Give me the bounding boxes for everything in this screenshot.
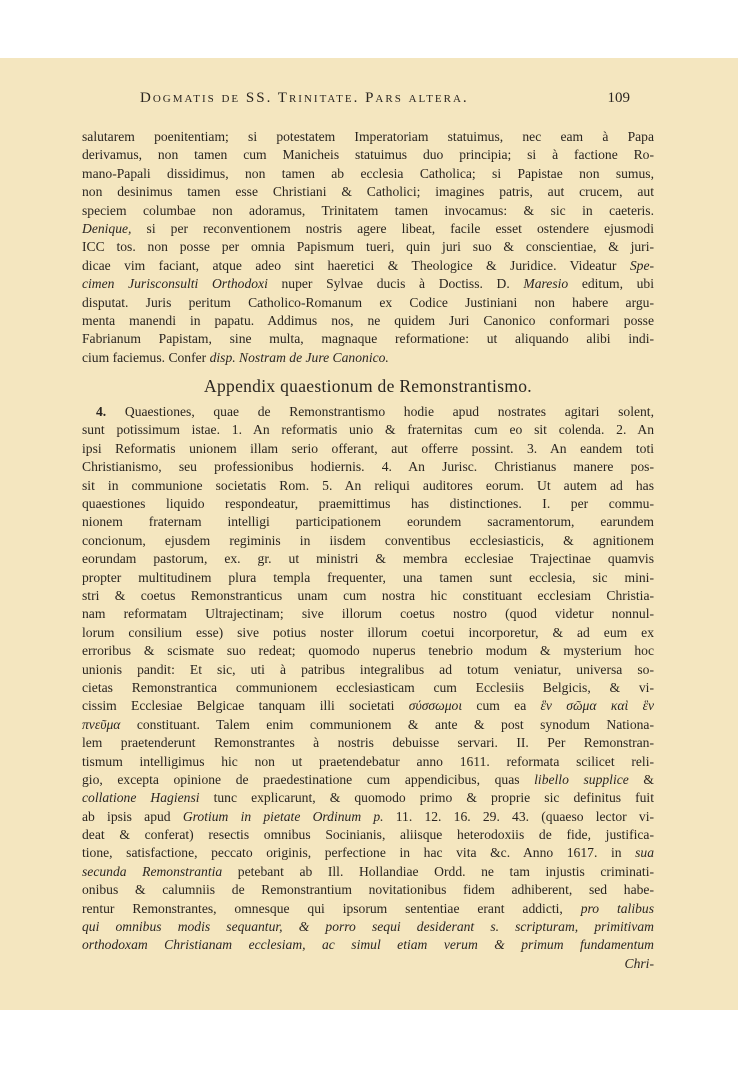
text-run: rentur Remonstrantes, omnesque qui ipsorum sententiae erant addicti,	[82, 900, 581, 916]
italic-text: disp. Nostram de Jure Canonico.	[209, 349, 389, 365]
paragraph-number: 4.	[96, 404, 107, 420]
running-header	[110, 90, 630, 110]
text-line	[82, 918, 654, 936]
text-line	[82, 257, 654, 275]
text-line: onibus & calumniis de Remonstrantium novitationibus fidem adhiberent, sed habe-	[82, 882, 654, 898]
italic-text: collatione Hagiensi	[82, 790, 200, 806]
text-line: nionem fraternam intelligi participationem eorundem sacramentorum, earundem	[82, 514, 654, 530]
text-line: sit in communione societatis Rom. 5. An reliqui auditores eorum. Ut autem ad has	[82, 477, 654, 493]
italic-text: Spe-	[629, 257, 654, 273]
text-line: nam reformatam Ultrajectinam; sive illorum coetus nostro (quod videtur nonnul-	[82, 606, 654, 622]
paragraph-continuation	[82, 128, 654, 367]
text-line: quaestiones liquido respondeatur, praemittimus has distinctiones. I. per commu-	[82, 496, 654, 512]
text-line	[82, 771, 654, 789]
text-line	[82, 275, 654, 293]
italic-text: Maresio	[523, 276, 569, 292]
text-line: cietas Remonstrantica communionem ecclesiasticam cum Ecclesiis Belgicis, & vi-	[82, 679, 654, 695]
text-run: petebant ab Ill. Hollandiae Ordd. ne tam injustis criminati-	[222, 863, 654, 879]
text-run: cium faciemus. Confer	[82, 349, 210, 365]
italic-text: orthodoxam Christianam ecclesiam, ac simul etiam verum & primum fundamentum	[82, 937, 654, 953]
text-run: tunc explicarunt, & quomodo primo & proprie sic definitus fuit	[199, 790, 654, 806]
italic-text: cimen Jurisconsulti Orthodoxi	[82, 276, 268, 292]
italic-text: sua	[635, 845, 654, 861]
greek-text: πνεῦμα	[82, 716, 121, 732]
text-line: Christianismo, seu professionibus hodiernis. 4. An Jurisc. Christianus manere pos-	[82, 459, 654, 475]
text-line	[82, 697, 654, 715]
text-line	[82, 349, 654, 367]
book-page	[0, 58, 738, 1010]
text-line	[82, 220, 654, 238]
text-run: nuper Sylvae ducis à Doctiss. D.	[267, 276, 524, 292]
text-line: concionum, ejusdem regiminis in iisdem conventibus ecclesiasticis, & agnitionem	[82, 532, 654, 548]
text-run: tione, satisfactione, peccato originis, perfectione in hac vita &c. Anno 1617. in	[82, 845, 636, 861]
text-line: speciem columbae non adoramus, Trinitatem tamen invocamus: & sic in caeteris.	[82, 202, 654, 218]
text-run: ab ipsis apud	[82, 808, 183, 824]
text-line: erroribus & scismate suo redeat; quomodo nuperus tenebrio modum & mysterium hoc	[82, 643, 654, 659]
text-line: disputat. Juris peritum Catholico-Romanum ex Codice Justiniani non habere argu-	[82, 294, 654, 310]
text-line	[82, 403, 654, 421]
text-line	[82, 900, 654, 918]
text-line	[82, 716, 654, 734]
text-line: salutarem poenitentiam; si potestatem Imperatoriam statuimus, nec eam à Papa	[82, 129, 654, 144]
text-line	[82, 808, 654, 826]
page-number: 109	[607, 90, 630, 106]
italic-text: Grotium in pietate Ordinum p.	[182, 808, 384, 824]
text-run: editum, ubi	[568, 276, 654, 292]
text-run: 11. 12. 16. 29. 43. (quaeso lector vi-	[383, 808, 654, 824]
paragraph-4	[82, 403, 654, 973]
greek-text: σύσσωμοι	[408, 698, 463, 714]
body-text	[82, 128, 654, 973]
text-line: ICC tos. non posse per omnia Papismum tueri, quin juri suo & conscientiae, & juri-	[82, 239, 654, 255]
italic-text: secunda Remonstrantia	[82, 863, 223, 879]
text-line: lorum consilium esse) sive potius noster illorum coetui incorporetur, & ad eum ex	[82, 624, 654, 640]
italic-text: Denique,	[82, 220, 132, 236]
text-line: Fabrianum Papistam, sine multa, magnaque reformatione: ut aliquando alibi indi-	[82, 331, 654, 347]
running-title: Dogmatis de SS. Trinitate. Pars altera.	[140, 90, 469, 106]
text-run: constituant. Talem enim communionem & ante & post synodum Nationa-	[120, 716, 654, 732]
text-line: menta manendi in papatu. Addimus nos, ne quidem Juri Canonico conformari posse	[82, 312, 654, 328]
text-line	[82, 936, 654, 954]
text-line: ipsi Reformatis unionem illam serio offerant, aut offerre possint. 3. An eandem toti	[82, 440, 654, 456]
text-run: cissim Ecclesiae Belgicae tanquam illi societati	[82, 698, 409, 714]
section-title: Appendix quaestionum de Remonstrantismo.	[204, 376, 532, 397]
text-line: mano-Papali dissidimus, non tamen ab ecclesia Catholica; si Papistae non sumus,	[82, 165, 654, 181]
text-line: sunt potissimum istae. 1. An reformatis unio & fraternitas cum eo sit colenda. 2. An	[82, 422, 654, 438]
text-run: Quaestiones, quae de Remonstrantismo hodie apud nostrates agitari solent,	[106, 404, 654, 420]
text-line	[82, 863, 654, 881]
italic-text: pro talibus	[580, 900, 654, 916]
text-run: cum ea	[462, 698, 541, 714]
text-line: non desinimus tamen esse Christiani & Catholici; imagines patris, aut crucem, aut	[82, 184, 654, 200]
text-line: deat & conferat) resectis omnibus Socinianis, aliisque heterodoxiis de fide, justifica-	[82, 827, 654, 843]
italic-text: Chri-	[624, 955, 654, 971]
text-line: lem praetenderunt Remonstrantes à nostris debuisse servari. II. Per Remonstran-	[82, 735, 654, 751]
text-run: gio, excepta opinione de praedestinatione cum appendicibus, quas	[82, 771, 535, 787]
text-line	[82, 789, 654, 807]
catchword	[82, 955, 654, 973]
text-run: dicae vim faciant, atque adeo sint haeretici & Theologice & Juridice. Videatur	[82, 257, 630, 273]
greek-text: ἓν σῶμα καὶ ἓν	[540, 698, 654, 714]
italic-text: libello supplice	[534, 771, 629, 787]
text-run: si per reconventionem nostris agere libeat, facile esset ostendere ejusmodi	[131, 220, 654, 236]
text-line: stri & coetus Remonstranticus unam cum nostra hic constituant ecclesiam Christia-	[82, 587, 654, 603]
text-line: propter multitudinem plura templa frequenter, una tamen sunt ecclesia, sic mini-	[82, 569, 654, 585]
text-line: unionis pandit: Et sic, uti à patribus integralibus ad totum veniatur, universa so-	[82, 661, 654, 677]
text-line: derivamus, non tamen cum Manicheis statuimus duo principia; si à factione Ro-	[82, 147, 654, 163]
text-run: &	[628, 771, 654, 787]
text-line	[82, 844, 654, 862]
text-line: eorundam pastorum, ex. gr. ut ministri & membra ecclesiae Trajectinae quamvis	[82, 551, 654, 567]
text-line: tismum intelligimus hic non ut praetendebatur anno 1611. reformata scilicet reli-	[82, 753, 654, 769]
italic-text: qui omnibus modis sequantur, & porro sequi desiderant s. scripturam, primitivam	[82, 919, 654, 935]
